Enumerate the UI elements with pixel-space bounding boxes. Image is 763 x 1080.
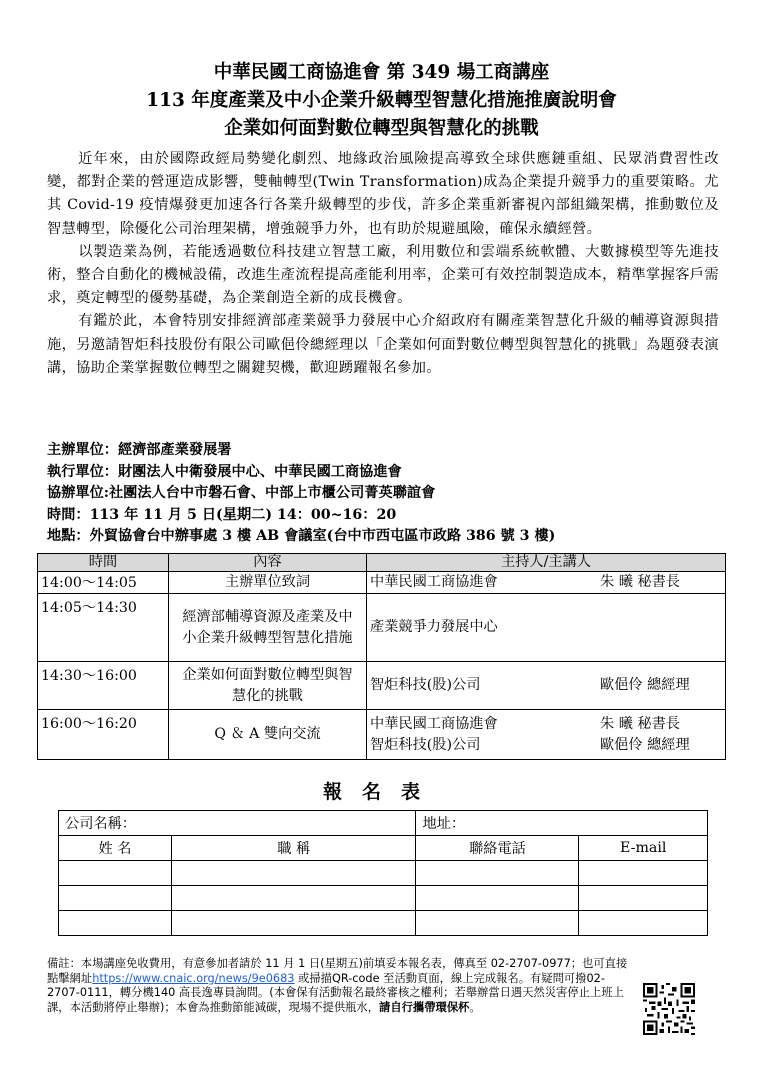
phone-cell[interactable] — [416, 911, 579, 936]
name-cell[interactable] — [59, 886, 172, 911]
registration-company-row — [59, 811, 708, 836]
remarks-text-1: 備註：本場講座免收費用，有意參加者請於 11 月 1 日(星期五)前填妥本報名表，傳真至 02-2707-0977；也可直接點擊網址 — [47, 957, 628, 985]
row-content: 經濟部輔導資源及產業及中小企業升級轉型智慧化措施 — [169, 594, 367, 662]
column-name: 姓 名 — [59, 836, 172, 861]
phone-cell[interactable] — [416, 886, 579, 911]
email-cell[interactable] — [579, 861, 708, 886]
column-title: 職 稱 — [172, 836, 416, 861]
name-cell[interactable] — [59, 911, 172, 936]
host-org: 中華民國工商協進會 — [370, 715, 498, 732]
table-row — [38, 662, 726, 710]
registration-title: 報名表 — [322, 781, 440, 803]
host-person: 歐俋伶 總經理 — [600, 677, 690, 693]
column-email: E-mail — [579, 836, 708, 861]
name-cell[interactable] — [59, 861, 172, 886]
qr-code-icon[interactable] — [643, 983, 695, 1035]
registration-header-row — [59, 836, 708, 861]
row-host — [367, 572, 726, 594]
email-cell[interactable] — [579, 886, 708, 911]
intro-paragraph-1: 近年來，由於國際政經局勢變化劇烈、地緣政治風險提高導致全球供應鏈重組、民眾消費習性改變，都對企業的營運造成影響，雙軸轉型(Twin Transformation)成為企業提升競爭力的重要策略。尤其 Covid-19 疫情爆發更加速各行各業升級轉型的步伐，許多企業重新審視內部組織架構，推動數位及智慧轉型，除優化公司治理架構，增強競爭力外，也有助於規避風險，確保永續經營。 — [47, 151, 719, 237]
registration-link[interactable]: https://www.cnaic.org/news/9e0683 — [92, 971, 295, 985]
remarks-text-2: 或掃描QR-code 至活動頁面，線上完成報名。有疑問可撥02-2707-0111，轉分機140 高長逸專員詢問。(本會保有活動報名最終審核之權利；若舉辦當日遇天然災害停止上班上課，本活動將停止舉辦)；本會為推動節能減碳，現場不提供瓶水， — [47, 971, 624, 1015]
email-cell[interactable] — [579, 911, 708, 936]
row-time: 14:00～14:05 — [38, 572, 169, 594]
column-phone: 聯絡電話 — [416, 836, 579, 861]
host-org: 中華民國工商協進會 — [370, 574, 498, 590]
row-time: 16:00～16:20 — [38, 710, 169, 760]
table-row — [38, 572, 726, 594]
executor: 執行單位：財團法人中衛發展中心、中華民國工商協進會 — [47, 463, 402, 480]
host-person: 朱 曦 秘書長 — [600, 574, 680, 590]
remarks — [47, 957, 637, 1016]
host-org: 智炬科技(股)公司 — [370, 736, 481, 753]
event-location: 地點：外貿協會台中辦事處 3 樓 AB 會議室(台中市西屯區市政路 386 號 3 樓) — [47, 528, 556, 544]
topic-title: 企業如何面對數位轉型與智慧化的挑戰 — [224, 118, 539, 139]
remarks-end: 。 — [469, 1001, 481, 1015]
host-org: 智炬科技(股)公司 — [370, 677, 481, 693]
row-content: Q ＆ A 雙向交流 — [169, 710, 367, 760]
organizer: 主辦單位：經濟部產業發展署 — [47, 442, 232, 458]
phone-cell[interactable] — [416, 861, 579, 886]
intro-paragraph-2: 以製造業為例，若能透過數位科技建立智慧工廠，利用數位和雲端系統軟體、大數據模型等先進技術，整合自動化的機械設備，改進生產流程提高產能利用率，企業可有效控制製造成本，精準掌握客戶需求，奠定轉型的優勢基礎，為企業創造全新的成長機會。 — [47, 243, 719, 307]
seminar-title: 中華民國工商協進會 第 349 場工商講座 — [213, 62, 550, 83]
row-host — [367, 594, 726, 662]
schedule-table — [37, 553, 726, 760]
company-name-field[interactable]: 公司名稱： — [59, 811, 416, 836]
intro-paragraph-3: 有鑑於此，本會特別安排經濟部產業競爭力發展中心介紹政府有關產業智慧化升級的輔導資源與措施，另邀請智炬科技股份有限公司歐俋伶總經理以「企業如何面對數位轉型與智慧化的挑戰」為題發表演講，協助企業掌握數位轉型之關鍵契機，歡迎踴躍報名參加。 — [47, 313, 719, 376]
event-title: 113 年度產業及中小企業升級轉型智慧化措施推廣說明會 — [146, 90, 617, 111]
registration-table — [58, 810, 708, 936]
row-time: 14:05～14:30 — [38, 594, 169, 662]
address-field[interactable]: 地址： — [416, 811, 708, 836]
host-org: 產業競爭力發展中心 — [370, 619, 498, 635]
table-row — [59, 911, 708, 936]
schedule-header-row — [38, 554, 726, 572]
host-person: 朱 曦 秘書長 — [600, 715, 680, 732]
table-row — [59, 886, 708, 911]
row-host — [367, 710, 726, 760]
event-info — [47, 440, 737, 548]
header-host: 主持人/主講人 — [367, 554, 726, 572]
host-person: 歐俋伶 總經理 — [600, 736, 690, 753]
co-organizer: 協辦單位:社團法人台中市磐石會、中部上市櫃公司菁英聯誼會 — [47, 485, 436, 501]
intro-text — [47, 148, 719, 380]
remarks-bold: 請自行攜帶環保杯 — [379, 1001, 470, 1015]
table-row — [59, 861, 708, 886]
event-time: 時間：113 年 11 月 5 日(星期二) 14：00~16：20 — [47, 506, 397, 523]
header-content: 內容 — [169, 554, 367, 572]
row-time: 14:30～16:00 — [38, 662, 169, 710]
title-cell[interactable] — [172, 861, 416, 886]
table-row — [38, 710, 726, 760]
title-cell[interactable] — [172, 886, 416, 911]
row-content: 主辦單位致詞 — [169, 572, 367, 594]
table-row — [38, 594, 726, 662]
row-host — [367, 662, 726, 710]
row-content: 企業如何面對數位轉型與智慧化的挑戰 — [169, 662, 367, 710]
header-time: 時間 — [38, 554, 169, 572]
title-cell[interactable] — [172, 911, 416, 936]
